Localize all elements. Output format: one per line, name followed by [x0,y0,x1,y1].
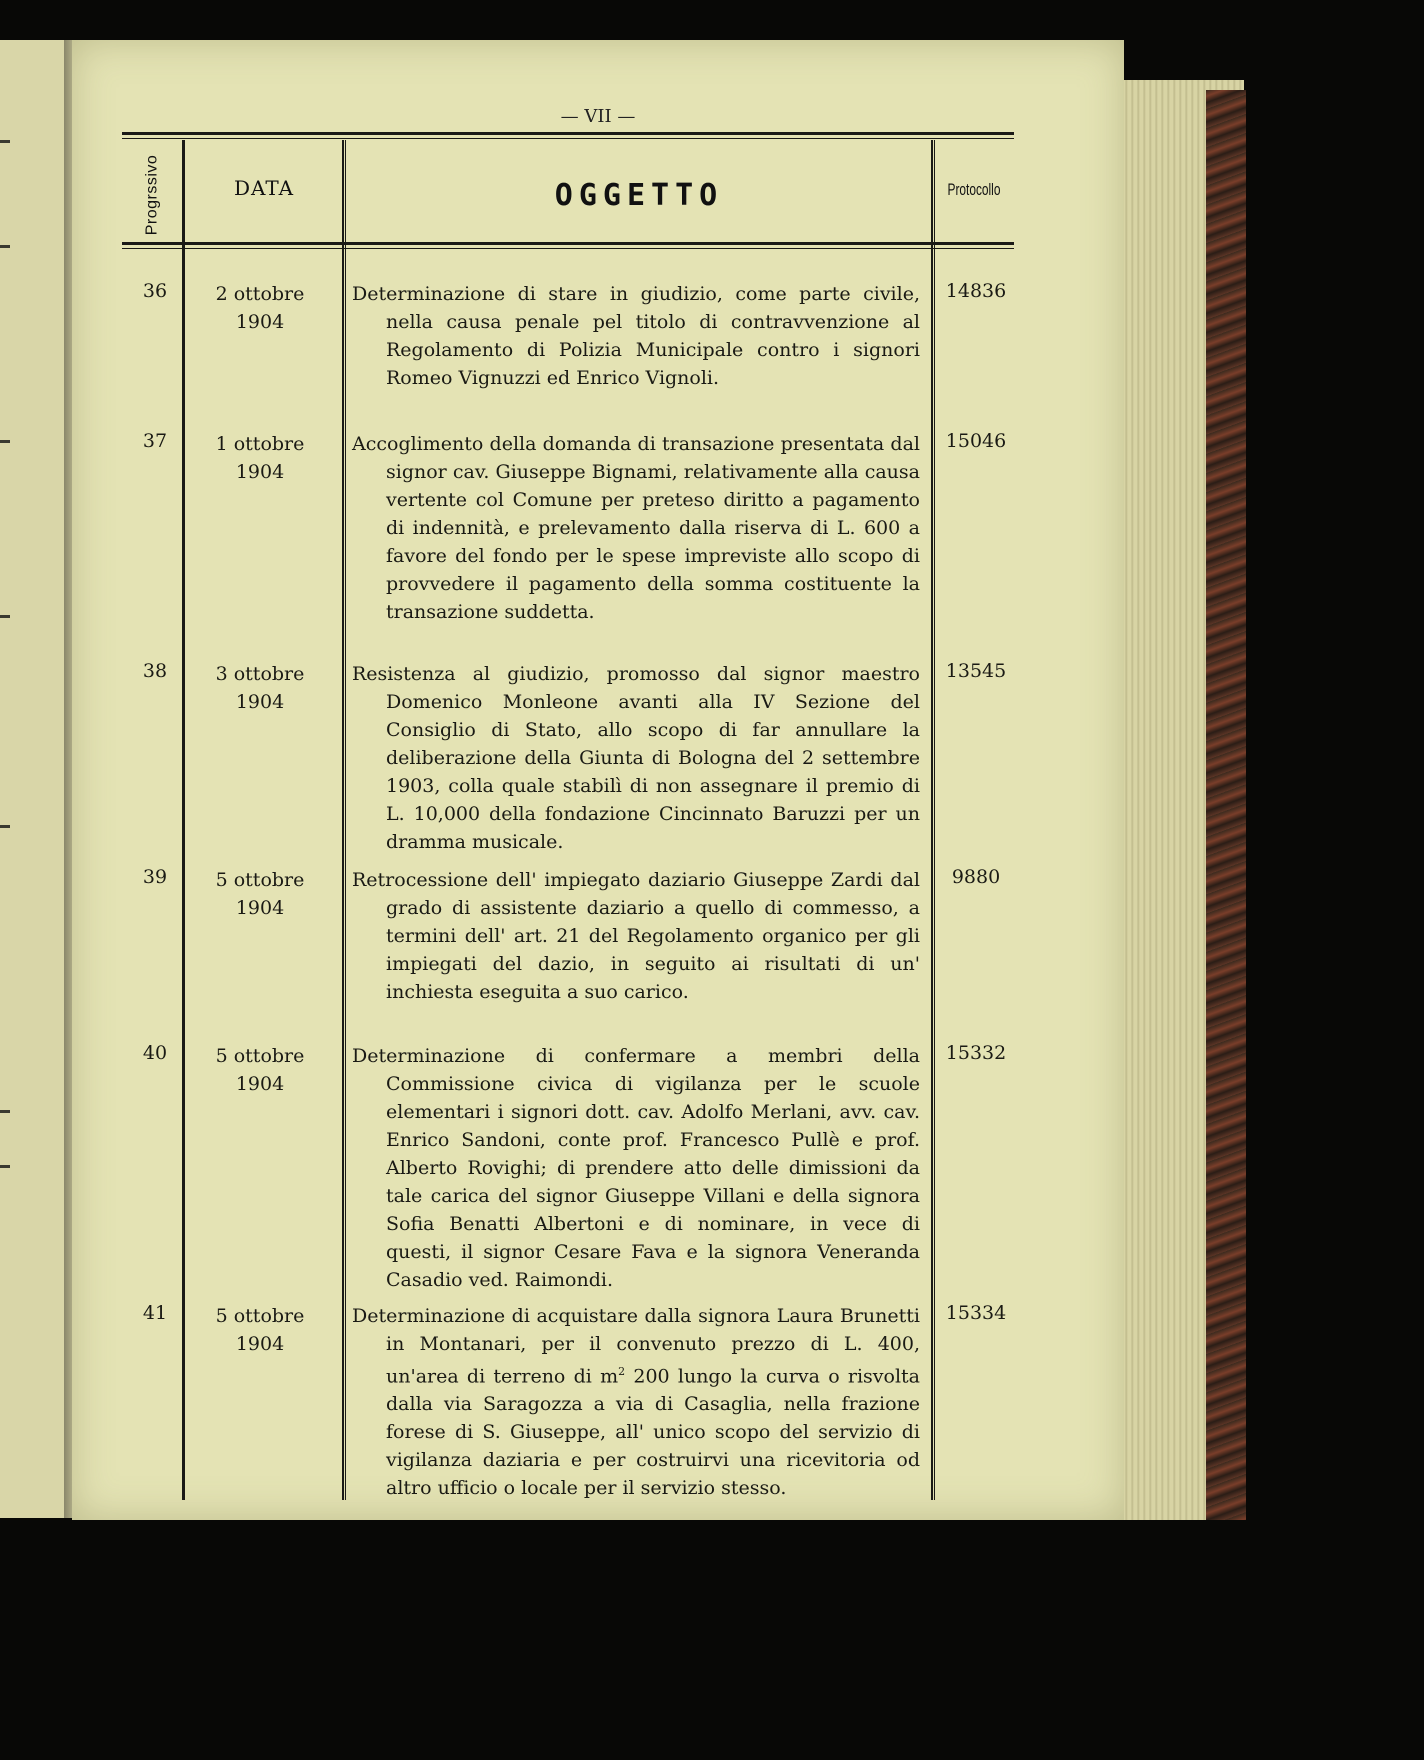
entry-text [352,866,920,1006]
entry-date [190,866,330,922]
entry-protocollo: 13545 [945,660,1007,682]
header-progressivo [122,150,182,240]
left-page-text-fragment [0,440,10,443]
column-divider [342,140,344,1500]
entry-text-part: 200 lungo la curva o risvolta dalla via Saragozza a via di Casaglia, nella frazione forese di S. Giuseppe, all' unico scopo del servizio di vigilanza daziaria e per costruirvi una ricevitoria od altro ufficio o locale per il servizio stesso. [386,1365,920,1500]
header-progressivo-label: Progrssivo [143,154,161,236]
entry-date [190,430,330,486]
entry-protocollo: 15332 [945,1042,1007,1064]
entry-text [352,430,920,626]
entry-text [352,660,920,856]
entry-text-body: Accoglimento della domanda di transazione presentata dal signor cav. Giuseppe Bignami, relativamente alla causa vertente col Comune per preteso diritto a pagamento di indennità, e prelevamento dalla riserva di L. 600 a favore del fondo per le spese impreviste allo scopo di provvedere il pagamento della somma costituente la transazione suddetta. [352,433,920,623]
entry-text-superscript: 2 [618,1365,626,1378]
entry-date-day: 1 ottobre [215,433,305,455]
page-number: — VII — [560,106,636,127]
entry-date-year: 1904 [235,1073,285,1095]
entry-date-year: 1904 [235,691,285,713]
entry-date-day: 5 ottobre [215,1045,305,1067]
entry-date-year: 1904 [235,461,285,483]
entry-date-year: 1904 [235,311,285,333]
entry-date-year: 1904 [235,1333,285,1355]
header-protocollo: Protocollo [947,180,1001,199]
column-divider [931,140,933,1500]
entry-number: 37 [142,430,168,452]
entry-text [352,1302,920,1502]
left-page-text-fragment [0,615,10,618]
left-page-text-fragment [0,1110,10,1113]
entry-text-body: Determinazione di confermare a membri della Commissione civica di vigilanza per le scuole elementari i signori dott. cav. Adolfo Merlani, avv. cav. Enrico Sandoni, conte prof. Francesco Pullè e prof. Alberto Rovighi; di prendere atto delle dimissioni da tale carica del signor Giuseppe Villani e della signora Sofia Benatti Albertoni e di nominare, in vece di questi, il signor Cesare Fava e la signora Veneranda Casadio ved. Raimondi. [352,1045,920,1291]
document-page [72,40,1124,1520]
column-divider [934,140,935,1500]
entry-text-part: Determinazione di acquistare dalla signora Laura Brunetti in Montanari, per il convenuto prezzo di L. 400, un'area di terreno di m [352,1305,920,1388]
entry-protocollo: 15334 [945,1302,1007,1324]
top-rule-thin [122,138,1014,139]
column-divider [345,140,346,1500]
top-rule [122,132,1014,135]
header-rule-thin [122,248,1014,249]
entry-number: 36 [142,280,168,302]
left-page-text-fragment [0,825,10,828]
entry-number: 41 [142,1302,168,1324]
left-page-text-fragment [0,140,10,143]
entry-number: 39 [142,866,168,888]
entry-protocollo: 14836 [945,280,1007,302]
entry-text-body: Determinazione di stare in giudizio, come parte civile, nella causa penale pel titolo di contravvenzione al Regolamento di Polizia Municipale contro i signori Romeo Vignuzzi ed Enrico Vignoli. [352,283,920,389]
entry-date-day: 5 ottobre [215,1305,305,1327]
entry-text-body [352,1302,920,1502]
entry-date-day: 2 ottobre [215,283,305,305]
entry-number: 40 [142,1042,168,1064]
left-page-text-fragment [0,245,10,248]
entry-protocollo: 15046 [945,430,1007,452]
entry-date [190,1042,330,1098]
entry-date [190,660,330,716]
entry-date-day: 5 ottobre [215,869,305,891]
entry-protocollo: 9880 [951,866,1001,888]
entry-date [190,280,330,336]
marbled-cover [1206,90,1246,1520]
entry-text [352,280,920,392]
entry-text [352,1042,920,1294]
header-rule [122,242,1014,245]
entry-date [190,1302,330,1358]
left-page-text-fragment [0,1165,10,1168]
column-divider [184,140,185,1500]
header-data: DATA [233,176,295,200]
entry-date-year: 1904 [235,897,285,919]
entry-date-day: 3 ottobre [215,663,305,685]
header-oggetto: OGGETTO [554,178,724,213]
entry-number: 38 [142,660,168,682]
entry-text-body: Retrocessione dell' impiegato daziario Giuseppe Zardi dal grado di assistente daziario a quello di commesso, a termini dell' art. 21 del Regolamento organico per gli impiegati del dazio, in seguito ai risultati di un' inchiesta eseguita a suo carico. [352,869,920,1003]
left-page-edge [0,40,72,1518]
entry-text-body: Resistenza al giudizio, promosso dal signor maestro Domenico Monleone avanti alla IV Sezione del Consiglio di Stato, allo scopo di far annullare la deliberazione della Giunta di Bologna del 2 settembre 1903, colla quale stabilì di non assegnare il premio di L. 10,000 della fondazione Cincinnato Baruzzi per un dramma musicale. [352,663,920,853]
